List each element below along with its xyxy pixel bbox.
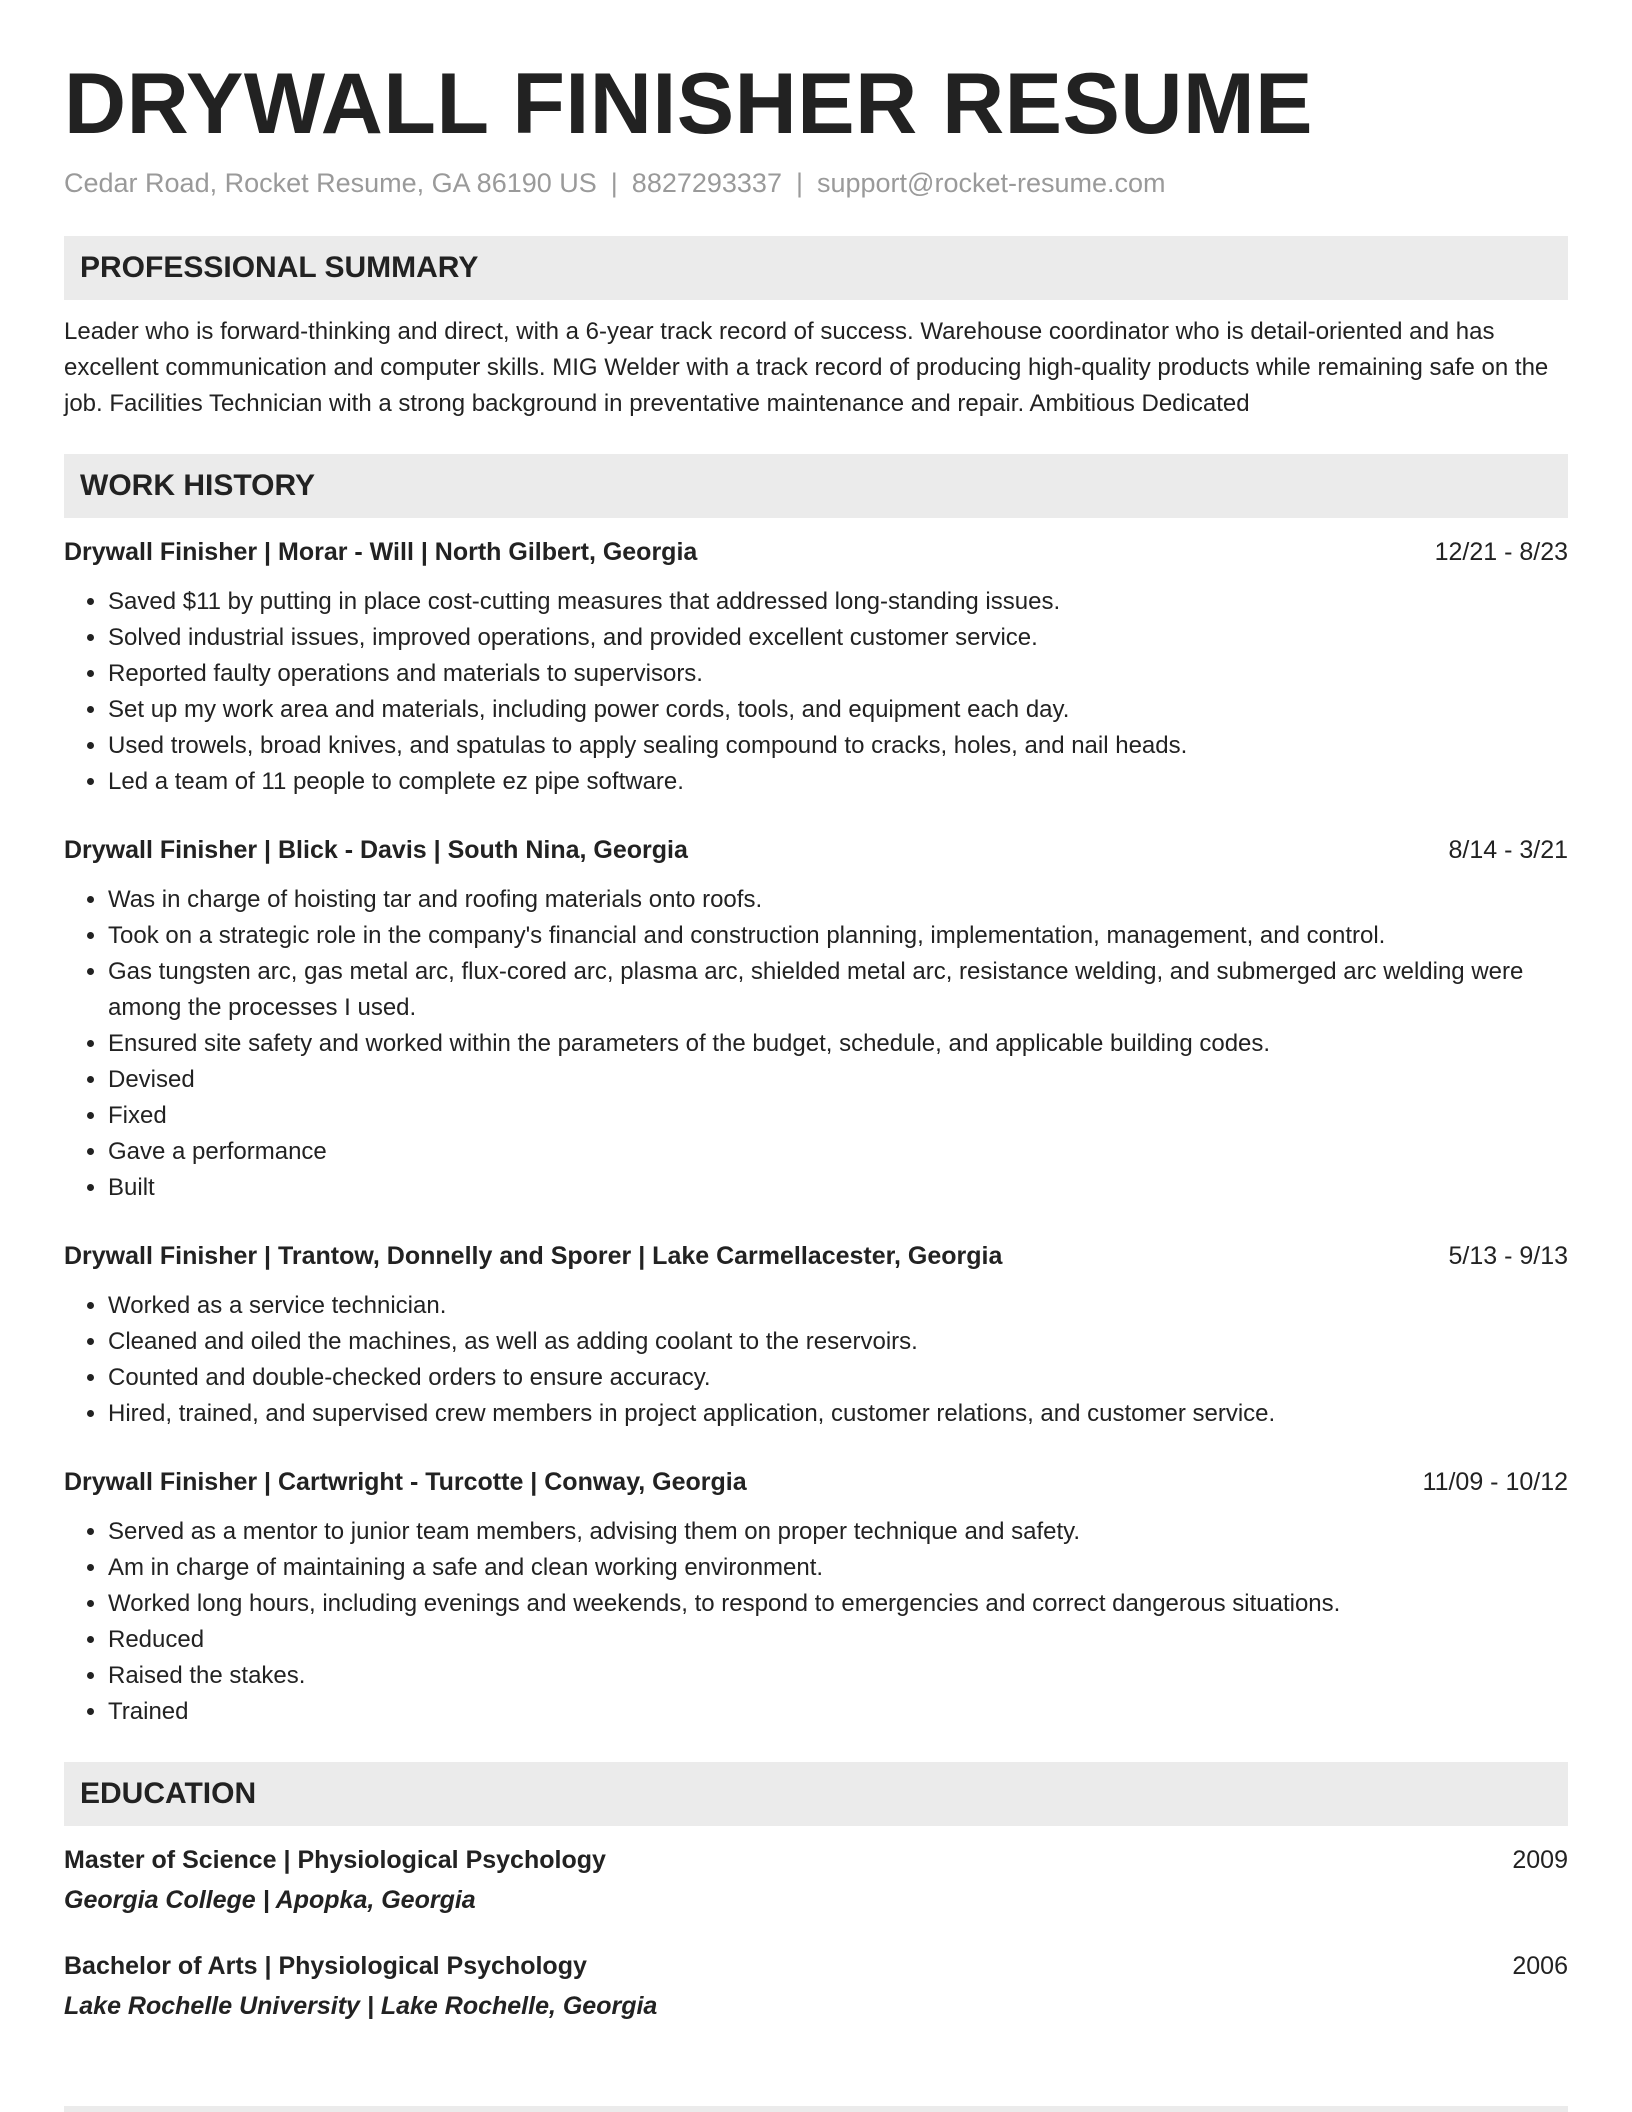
job-bullet: • Worked as a service technician.	[108, 1288, 1568, 1324]
job-bullet: • Ensured site safety and worked within the parameters of the budget, schedule, and applicable building codes.	[108, 1026, 1568, 1062]
work-history-section-header: WORK HISTORY	[64, 454, 1568, 518]
job-dates: 5/13 - 9/13	[1448, 1242, 1568, 1270]
summary-section-header: PROFESSIONAL SUMMARY	[64, 236, 1568, 300]
job-bullet: • Built	[108, 1170, 1568, 1206]
contact-separator: |	[610, 168, 618, 198]
job-bullet: • Fixed	[108, 1098, 1568, 1134]
job-bullet: • Served as a mentor to junior team members, advising them on proper technique and safety.	[108, 1514, 1568, 1550]
education-degree: Master of Science | Physiological Psychology	[64, 1846, 606, 1874]
job-bullet: • Was in charge of hoisting tar and roofing materials onto roofs.	[108, 882, 1568, 918]
job-bullets	[64, 882, 1568, 1206]
education-header	[64, 1948, 1568, 1984]
education-section-header: EDUCATION	[64, 1762, 1568, 1826]
contact-line	[64, 166, 1568, 200]
contact-separator: |	[795, 168, 803, 198]
job-title: Drywall Finisher | Trantow, Donnelly and Sporer | Lake Carmellacester, Georgia	[64, 1242, 1003, 1270]
education-entry	[64, 1948, 1568, 2024]
job-bullet: • Saved $11 by putting in place cost-cutting measures that addressed long-standing issues.	[108, 584, 1568, 620]
job-header	[64, 1238, 1568, 1274]
job-entry	[64, 1464, 1568, 1730]
job-bullet: • Used trowels, broad knives, and spatulas to apply sealing compound to cracks, holes, and nail heads.	[108, 728, 1568, 764]
contact-email: support@rocket-resume.com	[816, 168, 1166, 198]
job-bullets	[64, 584, 1568, 800]
job-dates: 8/14 - 3/21	[1448, 836, 1568, 864]
job-bullet: • Set up my work area and materials, including power cords, tools, and equipment each day.	[108, 692, 1568, 728]
education-school: Georgia College | Apopka, Georgia	[64, 1886, 476, 1914]
job-bullet: • Trained	[108, 1694, 1568, 1730]
job-bullet: • Counted and double-checked orders to ensure accuracy.	[108, 1360, 1568, 1396]
job-bullet: • Gas tungsten arc, gas metal arc, flux-cored arc, plasma arc, shielded metal arc, resistance welding, and submerged arc welding were among the processes I used.	[108, 954, 1568, 1026]
job-header	[64, 1464, 1568, 1500]
job-title: Drywall Finisher | Cartwright - Turcotte | Conway, Georgia	[64, 1468, 747, 1496]
education-year: 2006	[1512, 1952, 1568, 1980]
summary-text: Leader who is forward-thinking and direct, with a 6-year track record of success. Warehouse coordinator who is detail-oriented and has excellent communication and computer skills. MIG Welder with a track record of producing high-quality products while remaining safe on the job. Facilities Technician with a strong background in preventative maintenance and repair. Ambitious Dedicated	[64, 318, 1549, 417]
job-entry	[64, 832, 1568, 1206]
job-entry	[64, 534, 1568, 800]
job-title: Drywall Finisher | Morar - Will | North Gilbert, Georgia	[64, 538, 698, 566]
education-school: Lake Rochelle University | Lake Rochelle, Georgia	[64, 1992, 658, 2020]
resume-page	[64, 56, 1568, 2024]
education-degree: Bachelor of Arts | Physiological Psychology	[64, 1952, 587, 1980]
job-bullet: • Cleaned and oiled the machines, as well as adding coolant to the reservoirs.	[108, 1324, 1568, 1360]
job-entry	[64, 1238, 1568, 1432]
job-bullet: • Reported faulty operations and materials to supervisors.	[108, 656, 1568, 692]
job-bullet: • Devised	[108, 1062, 1568, 1098]
job-bullet: • Took on a strategic role in the company's financial and construction planning, implementation, management, and control.	[108, 918, 1568, 954]
job-bullet: • Reduced	[108, 1622, 1568, 1658]
job-bullet: • Led a team of 11 people to complete ez pipe software.	[108, 764, 1568, 800]
job-bullet: • Raised the stakes.	[108, 1658, 1568, 1694]
bottom-divider	[64, 2106, 1568, 2112]
education-entry	[64, 1842, 1568, 1918]
job-bullets	[64, 1288, 1568, 1432]
resume-title: DRYWALL FINISHER RESUME	[64, 56, 1314, 152]
contact-phone: 8827293337	[631, 168, 782, 198]
job-bullet: • Hired, trained, and supervised crew members in project application, customer relations, and customer service.	[108, 1396, 1568, 1432]
education-year: 2009	[1512, 1846, 1568, 1874]
job-dates: 11/09 - 10/12	[1422, 1468, 1568, 1496]
job-header	[64, 832, 1568, 868]
job-bullet: • Am in charge of maintaining a safe and clean working environment.	[108, 1550, 1568, 1586]
job-header	[64, 534, 1568, 570]
job-bullet: • Solved industrial issues, improved operations, and provided excellent customer service.	[108, 620, 1568, 656]
job-bullet: • Worked long hours, including evenings and weekends, to respond to emergencies and correct dangerous situations.	[108, 1586, 1568, 1622]
job-bullets	[64, 1514, 1568, 1730]
job-title: Drywall Finisher | Blick - Davis | South Nina, Georgia	[64, 836, 688, 864]
education-header	[64, 1842, 1568, 1878]
job-bullet: • Gave a performance	[108, 1134, 1568, 1170]
contact-address: Cedar Road, Rocket Resume, GA 86190 US	[64, 168, 597, 198]
job-dates: 12/21 - 8/23	[1434, 538, 1568, 566]
